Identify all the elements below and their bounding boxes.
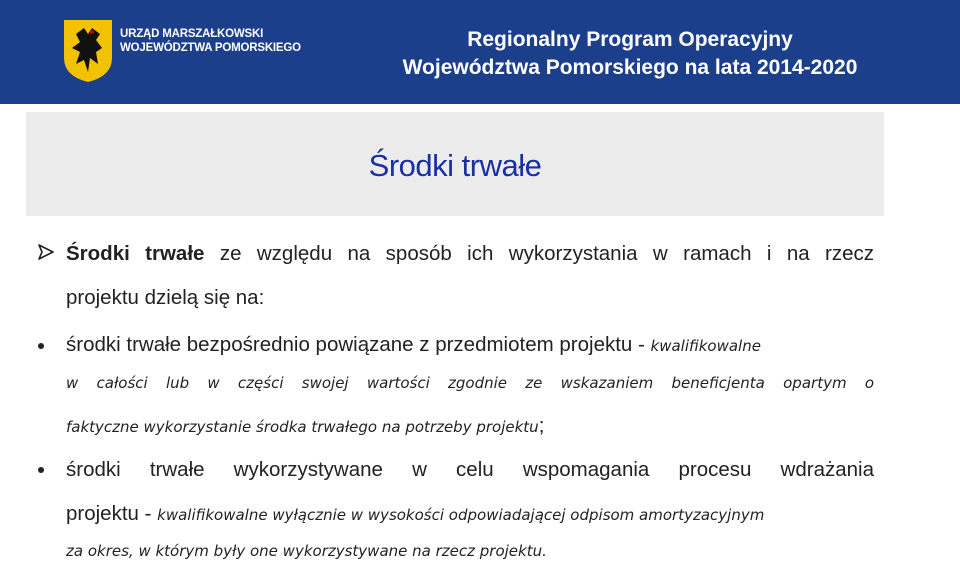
bullet-dot-1	[38, 343, 44, 349]
bullet2-line-2	[66, 502, 874, 526]
program-title	[330, 26, 930, 82]
bullet1-line-3	[66, 414, 544, 438]
bullet2-line-2-italic: kwalifikowalne wyłącznie w wysokości odpowiadającej odpisom amortyzacyjnym	[157, 506, 765, 524]
griffin-coat-of-arms-icon	[62, 18, 114, 84]
bullet2-line-1	[66, 458, 874, 482]
program-line-1: Regionalny Program Operacyjny	[467, 28, 793, 51]
office-line-1: URZĄD MARSZAŁKOWSKI	[120, 28, 264, 40]
intro-bold: Środki trwałe	[66, 242, 205, 265]
intro-line-2: projektu dzielą się na:	[66, 286, 265, 309]
intro-line-1	[66, 242, 874, 266]
bullet1-line-2	[66, 374, 874, 392]
bullet1-line-1-text: środki trwałe bezpośrednio powiązane z przedmiotem projektu -	[66, 333, 651, 356]
bullet1-line-3-italic: faktyczne wykorzystanie środka trwałego na potrzeby projektu	[66, 418, 539, 436]
header-bar	[0, 0, 960, 104]
bullet1-line-2-text: w całości lub w części swojej wartości zgodnie ze wskazaniem beneficjenta opartym o	[66, 374, 874, 392]
bullet1-line-1	[66, 333, 874, 357]
program-line-2: Województwa Pomorskiego na lata 2014-2020	[402, 56, 858, 79]
arrow-bullet-icon	[36, 242, 56, 262]
office-line-2: WOJEWÓDZTWA POMORSKIEGO	[120, 42, 301, 54]
bullet2-line-3: za okres, w którym były one wykorzystywane na rzecz projektu.	[66, 542, 547, 560]
bullet1-line-1-italic: kwalifikowalne	[650, 337, 761, 355]
bullet2-line-2-text: projektu -	[66, 502, 158, 525]
intro-line-1-rest: ze względu na sposób ich wykorzystania w ramach i na rzecz	[204, 242, 874, 265]
office-name	[120, 27, 301, 55]
bullet2-line-1-text: środki trwałe wykorzystywane w celu wspomagania procesu wdrażania	[66, 458, 874, 481]
bullet-dot-2	[38, 467, 44, 473]
bullet1-line-3-end: ;	[538, 414, 545, 437]
page-title: Środki trwałe	[368, 148, 542, 183]
